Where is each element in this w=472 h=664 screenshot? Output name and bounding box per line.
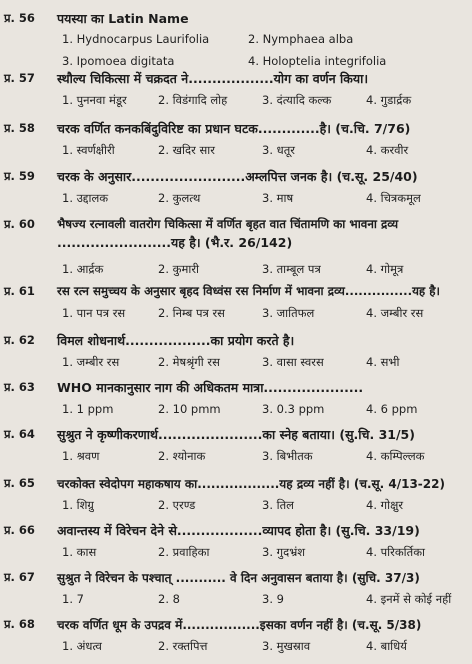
question-text: विमल शोधनार्थ..................का प्रयोग करते है। (57, 332, 295, 348)
option-1: 1. अंधत्व (62, 639, 102, 653)
question-number: प्र. 60 (4, 216, 35, 231)
option-1: 1. Hydnocarpus Laurifolia (62, 32, 210, 46)
option-1: 1. उद्दालक (62, 191, 109, 205)
question-number: प्र. 66 (4, 522, 35, 537)
option-4: 4. जम्बीर रस (366, 306, 424, 320)
question-text: पयस्या का Latin Name (57, 10, 189, 26)
question-text: रस रत्न समुच्चय के अनुसार बृहद विध्वंस रस निर्माण में भावना द्रव्य...............यह है। (57, 284, 441, 298)
option-1: 1. 7 (62, 592, 84, 606)
question-number: प्र. 64 (4, 426, 35, 441)
option-3: 3. जातिफल (262, 306, 315, 320)
question-text: भैषज्य रत्नावली वातरोग चिकित्सा में वर्णित बृहत वात चिंतामणि का भावना द्रव्य (57, 217, 399, 231)
option-2: 2. कुमारी (158, 262, 199, 276)
option-2: 2. 8 (158, 592, 180, 606)
question-number: प्र. 67 (4, 569, 35, 584)
question-number: प्र. 58 (4, 120, 35, 135)
question-number: प्र. 61 (4, 283, 35, 298)
option-3: 3. माष (262, 191, 294, 205)
option-1: 1. जम्बीर रस (62, 355, 120, 369)
option-3: 3. 9 (262, 592, 284, 606)
question-number: प्र. 65 (4, 475, 35, 490)
question-number: प्र. 57 (4, 70, 35, 85)
question-number: प्र. 63 (4, 379, 35, 394)
option-4: 4. गुडार्द्रक (366, 93, 412, 107)
option-2: 2. कुलत्थ (158, 191, 201, 205)
option-3: 3. तिल (262, 498, 294, 512)
option-1: 1. पुननवा मंडूर (62, 93, 127, 107)
option-2: 2. 10 pmm (158, 402, 221, 416)
question-number: प्र. 56 (4, 10, 35, 25)
option-2: 2. रक्तपित्त (158, 639, 208, 653)
option-1: 1. कास (62, 545, 97, 559)
option-2: 2. विडंगादि लोह (158, 93, 228, 107)
question-text: सुश्रुत ने विरेचन के पश्चात् ........... वे दिन अनुवासन बताया है। (सुचि. 37/3) (57, 570, 420, 585)
option-1: 1. पान पत्र रस (62, 306, 126, 320)
option-4: 4. चित्रकमूल (366, 191, 421, 205)
option-2: 2. Nymphaea alba (248, 32, 354, 46)
option-4: 4. कम्पिल्लक (366, 449, 425, 463)
question-number: प्र. 68 (4, 616, 35, 631)
option-2: 2. श्योनाक (158, 449, 206, 463)
option-1: 1. स्वर्णक्षीरी (62, 143, 115, 157)
option-3: 3. वासा स्वरस (262, 355, 324, 369)
option-2: 2. निम्ब पत्र रस (158, 306, 225, 320)
option-3: 3. धतूर (262, 143, 295, 157)
option-2: 2. एरण्ड (158, 498, 196, 512)
question-text: चरक के अनुसार........................अम्लपित्त जनक है। (च.सू. 25/40) (57, 168, 418, 184)
option-4: 4. Holoptelia integrifolia (248, 54, 387, 68)
question-text: चरक वर्णित धूम के उपद्रव में.................इसका वर्णन नहीं है। (च.सू. 5/38) (57, 617, 422, 632)
option-4: 4. गोक्षुर (366, 498, 404, 512)
option-3: 3. दंत्यादि कल्क (262, 93, 332, 107)
option-3: 3. मुखस्राव (262, 639, 311, 653)
question-text: स्थौल्य चिकित्सा में चक्रदत ने..................योग का वर्णन किया। (57, 70, 369, 86)
option-2: 2. मेषश्रृंगी रस (158, 355, 220, 369)
option-4: 4. बाधिर्य (366, 639, 407, 653)
option-1: 1. आर्द्रक (62, 262, 104, 276)
option-4: 4. इनमें से कोई नहीं (366, 592, 452, 606)
question-text-continued: ........................यह है। (भै.र. 26/142) (57, 235, 293, 250)
option-3: 3. ताम्बूल पत्र (262, 262, 321, 276)
option-1: 1. 1 ppm (62, 402, 114, 416)
option-3: 3. बिभीतक (262, 449, 313, 463)
option-3: 3. 0.3 ppm (262, 402, 325, 416)
option-4: 4. 6 ppm (366, 402, 418, 416)
question-text: चरक वर्णित कनकबिंदुविरिष्ट का प्रधान घटक.............है। (च.चि. 7/76) (57, 120, 411, 136)
option-1: 1. शिग्रु (62, 498, 94, 512)
option-3: 3. Ipomoea digitata (62, 54, 175, 68)
option-4: 4. सभी (366, 355, 400, 369)
option-2: 2. प्रवाहिका (158, 545, 210, 559)
option-2: 2. खदिर सार (158, 143, 215, 157)
question-text: चरकोक्त स्वेदोपग महाकषाय का..................यह द्रव्य नहीं है। (च.सू. 4/13-22) (57, 476, 445, 491)
option-4: 4. करवीर (366, 143, 409, 157)
question-number: प्र. 62 (4, 332, 35, 347)
option-1: 1. श्रवण (62, 449, 100, 463)
option-4: 4. परिकर्तिका (366, 545, 426, 559)
option-4: 4. गोमूत्र (366, 262, 404, 276)
question-text: सुश्रुत ने कृष्णीकरणार्थ......................का स्नेह बताया। (सु.चि. 31/5) (57, 426, 415, 442)
question-number: प्र. 59 (4, 168, 35, 183)
option-3: 3. गुदभ्रंश (262, 545, 306, 559)
question-text: अवान्तस्य में विरेचन देने से..................व्यापद होता है। (सु.चि. 33/19) (57, 522, 420, 538)
question-text: WHO मानकानुसार नाग की अधिकतम मात्रा..................... (57, 379, 364, 395)
